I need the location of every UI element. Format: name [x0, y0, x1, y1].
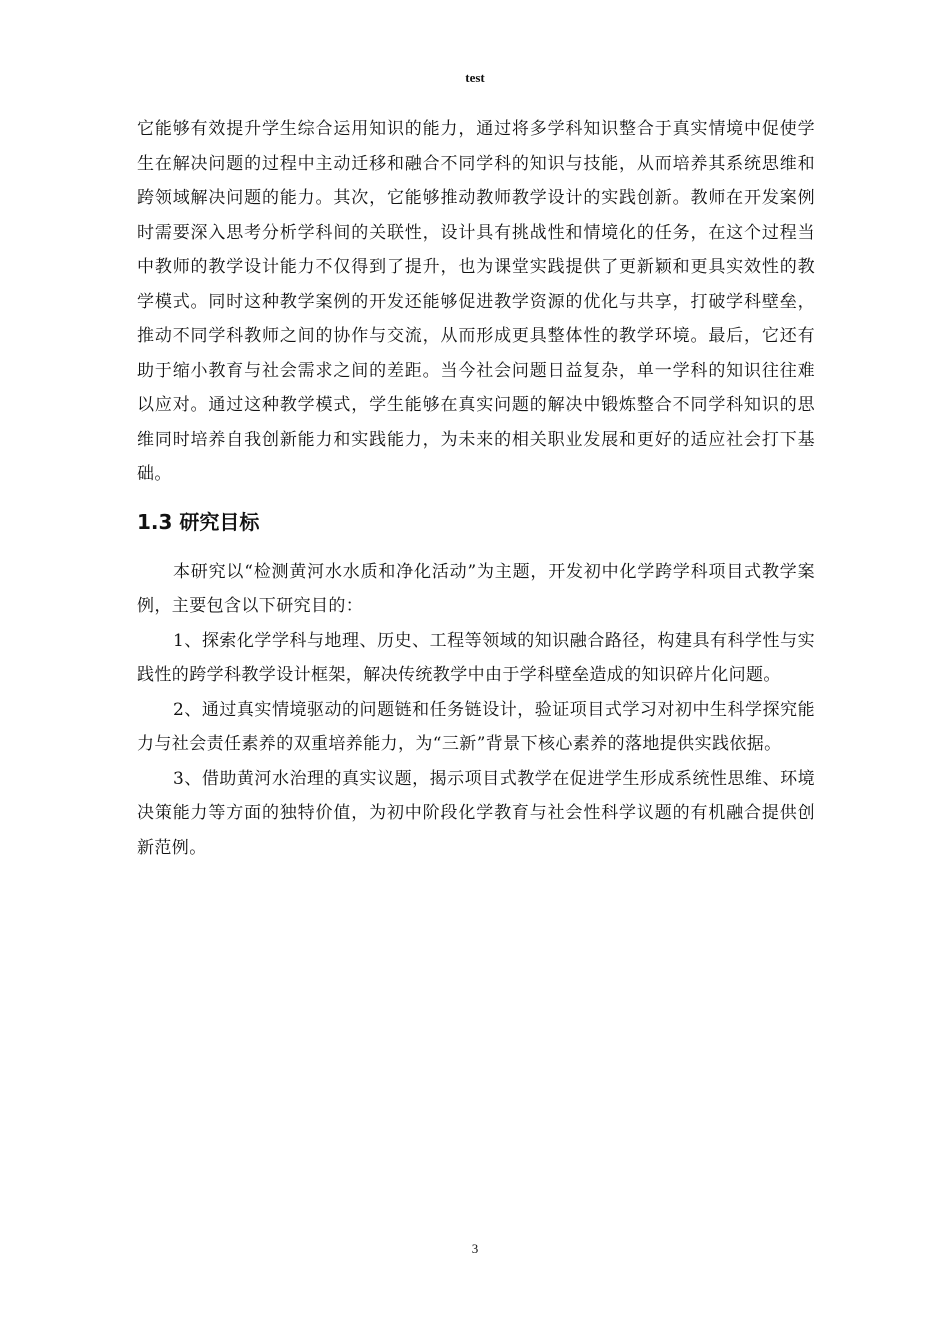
page-header: test	[465, 70, 485, 85]
section-heading: 1.3 研究目标	[137, 509, 260, 534]
page-number: 3	[471, 1241, 479, 1256]
page-body	[137, 112, 815, 865]
goal-item-1: 1、探索化学学科与地理、历史、工程等领域的知识融合路径，构建具有科学性与实践性的跨学科教学设计框架，解决传统教学中由于学科壁垒造成的知识碎片化问题。	[137, 630, 815, 685]
goal-item-2: 2、通过真实情境驱动的问题链和任务链设计，验证项目式学习对初中生科学探究能力与社会责任素养的双重培养能力，为“三新”背景下核心素养的落地提供实践依据。	[137, 699, 815, 754]
section-paragraph: 本研究以“检测黄河水水质和净化活动”为主题，开发初中化学跨学科项目式教学案例，主要包含以下研究目的：	[137, 561, 815, 616]
goal-item-3: 3、借助黄河水治理的真实议题，揭示项目式教学在促进学生形成系统性思维、环境决策能力等方面的独特价值，为初中阶段化学教育与社会性科学议题的有机融合提供创新范例。	[137, 768, 815, 858]
intro-paragraph: 它能够有效提升学生综合运用知识的能力，通过将多学科知识整合于真实情境中促使学生在解决问题的过程中主动迁移和融合不同学科的知识与技能，从而培养其系统思维和跨领域解决问题的能力。其次，它能够推动教师教学设计的实践创新。教师在开发案例时需要深入思考分析学科间的关联性，设计具有挑战性和情境化的任务，在这个过程当中教师的教学设计能力不仅得到了提升，也为课堂实践提供了更新颖和更具实效性的教学模式。同时这种教学案例的开发还能够促进教学资源的优化与共享，打破学科壁垒，推动不同学科教师之间的协作与交流，从而形成更具整体性的教学环境。最后，它还有助于缩小教育与社会需求之间的差距。当今社会问题日益复杂，单一学科的知识往往难以应对。通过这种教学模式，学生能够在真实问题的解决中锻炼整合不同学科知识的思维同时培养自我创新能力和实践能力，为未来的相关职业发展和更好的适应社会打下基础。	[137, 119, 815, 484]
